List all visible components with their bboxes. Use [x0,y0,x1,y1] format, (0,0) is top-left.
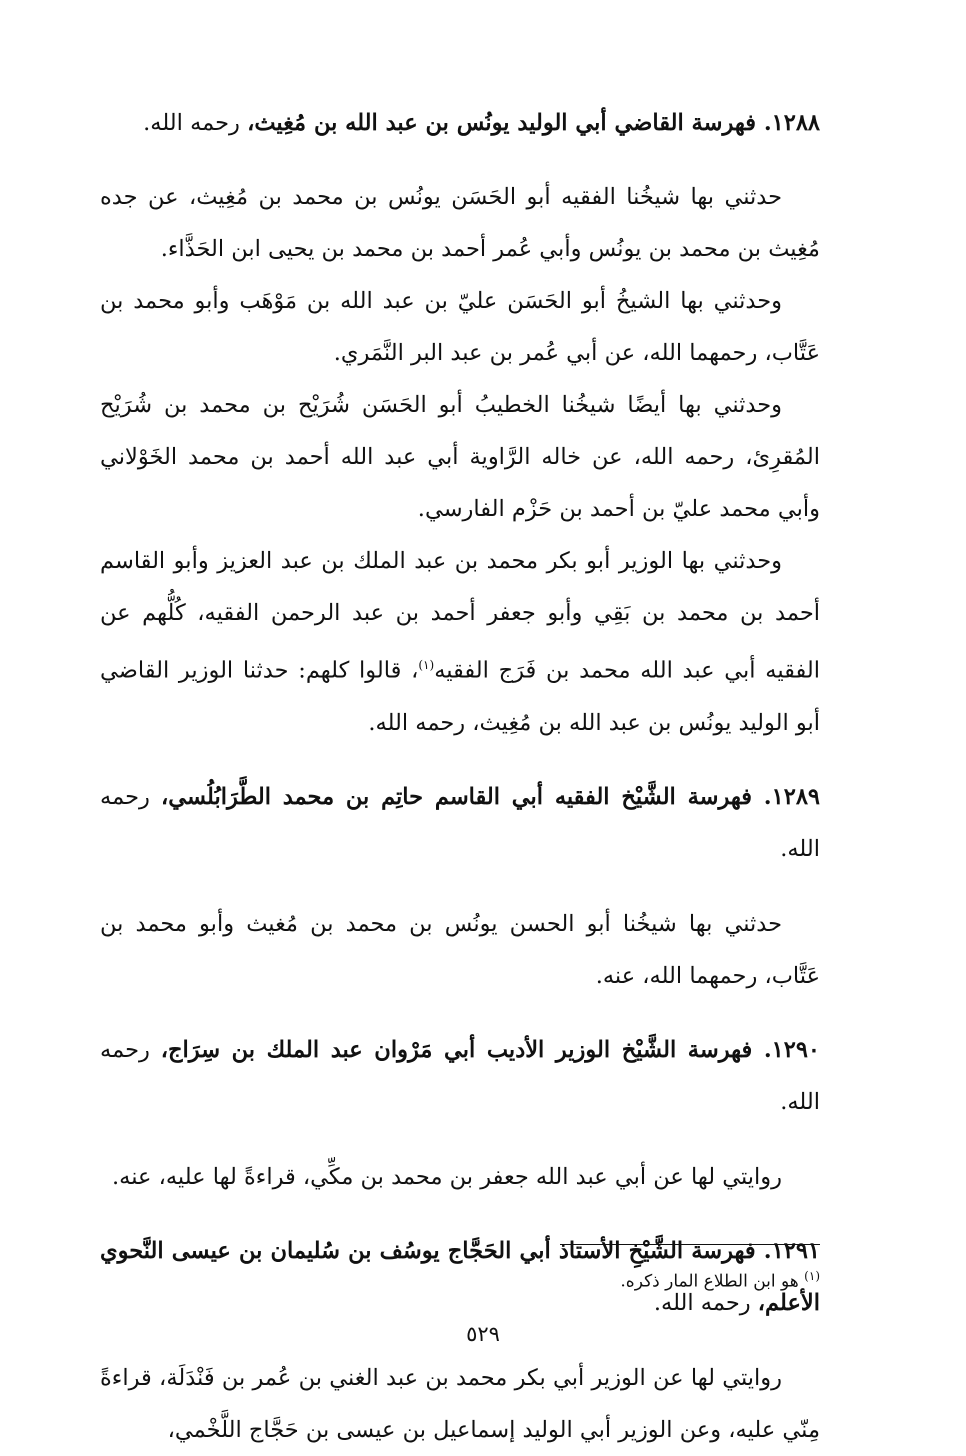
entry-1290 [100,1024,820,1203]
entry-heading [100,771,820,875]
footnote-reference: (١) [418,658,435,672]
paragraph [100,535,820,749]
main-text [100,74,820,1456]
heading-tail: رحمه الله. [653,1290,758,1316]
paragraph-text-a: وحدثني بها الوزير أبو بكر محمد بن عبد الملك بن عبد العزيز وأبو القاسم أحمد بن محمد بن بَقِي وأبو جعفر أحمد بن عبد الرحمن الفقيه، كُلُّهم عن الفقيه أبي عبد الله محمد بن فَرَج الفقيه [100,548,820,684]
heading-text: ١٢٩١. فهرسة الشَّيْخِ الأستاذ أبي الحَجَّاج يوسُف بن سُليمان بن عيسى النَّحوي الأعلم، [100,1238,820,1316]
footnote-text: هو ابن الطلاع المار ذكره. [620,1271,805,1292]
heading-tail: رحمه الله. [100,1037,820,1115]
paragraph: حدثني بها شيخُنا أبو الحسن يونُس بن محمد بن مُغيث وأبو محمد بن عَتَّاب، رحمهما الله، عنه. [100,910,820,989]
paragraph: وحدثني بها الشيخُ أبو الحَسَن عليّ بن عبد الله بن مَوْهَب وأبو محمد بن عَتَّاب، رحمهما الله، عن أبي عُمر بن عبد البر النَّمَري. [100,288,820,366]
paragraph: روايتي لها عن أبي عبد الله جعفر بن محمد بن مكِّي، قراءةً لها عليه، عنه. [112,1163,782,1190]
paragraph-text-b: ، قالوا كلهم: حدثنا الوزير القاضي أبو الوليد يونُس بن عبد الله بن مُغِيث، رحمه الله. [100,657,820,736]
heading-tail: رحمه الله. [100,784,820,862]
heading-text: ١٢٩٠. فهرسة الشَّيْخ الوزير الأديب أبي مَرْوان عبد الملك بن سِرَاج، [160,1037,821,1063]
heading-text: ١٢٨٨. فهرسة القاضي أبي الوليد يونُس بن عبد الله بن مُغِيث، [247,109,820,136]
footnote [120,1262,820,1296]
footnote-divider [560,1244,820,1245]
entry-heading [100,97,820,149]
entry-1288 [100,97,820,749]
entry-1289 [100,771,820,1002]
heading-text: ١٢٨٩. فهرسة الشَّيْخ الفقيه أبي القاسم حاتِم بن محمد الطَّرَابُلُسي، [160,784,820,810]
paragraph: روايتي لها عن الوزير أبي بكر محمد بن عبد الغني بن عُمر بن فَنْدَلَة، قراءةً مِنّي عليه، وعن الوزير أبي الوليد إسماعيل بن عيسى بن حَجَّاج اللَّخْمي، [100,1364,820,1443]
page-number: ٥٢٩ [466,1322,500,1346]
paragraph: وحدثني بها أيضًا شيخُنا الخطيبُ أبو الحَسَن شُرَيْح بن محمد بن شُرَيْح المُقرِئ، رحمه الله، عن خاله الرَّاوية أبي عبد الله أحمد بن محمد الخَوْلاني وأبي محمد عليّ بن أحمد بن حَزْم الفارسي. [100,392,820,522]
heading-tail: رحمه الله. [143,109,248,136]
paragraph: حدثني بها شيخُنا الفقيه أبو الحَسَن يونُس بن محمد بن مُغِيث، عن جده مُغِيث بن محمد بن يونُس وأبي عُمر أحمد بن محمد بن يحيى ابن الحَذَّاء. [100,184,820,262]
entry-heading [100,1024,820,1128]
footnote-mark: (١) [804,1269,820,1283]
